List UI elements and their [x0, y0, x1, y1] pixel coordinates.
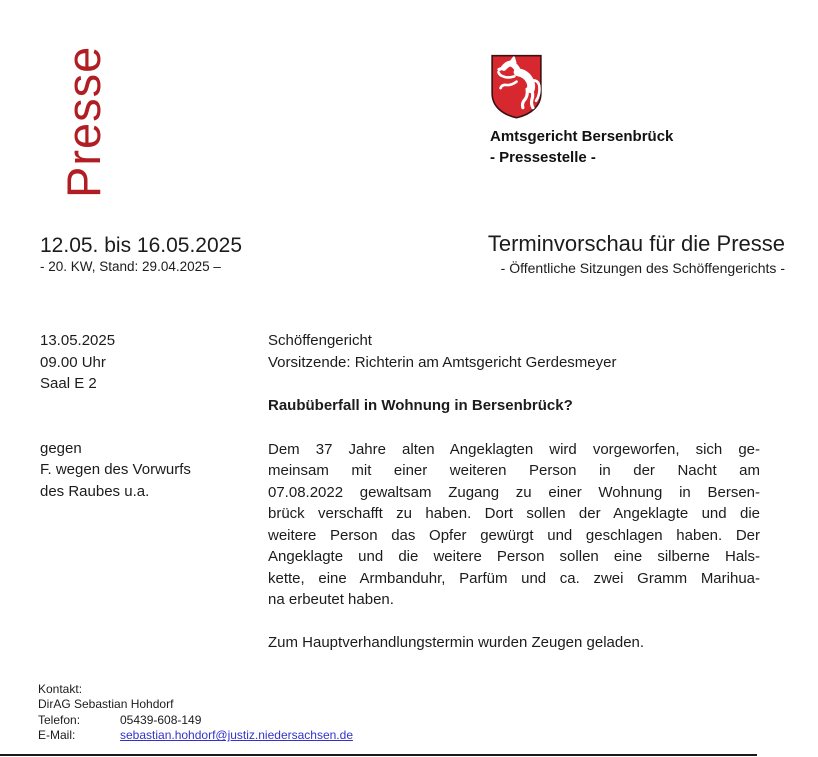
defendant-block	[40, 438, 255, 503]
document-title: Terminvorschau für die Presse	[487, 231, 785, 256]
week-date-range: 12.05. bis 16.05.2025	[40, 234, 243, 257]
lower-saxony-coat-of-arms-icon	[490, 54, 543, 120]
case-description-column	[268, 330, 760, 654]
phone-label: Telefon:	[38, 712, 81, 727]
session-room: Saal E 2	[40, 375, 97, 392]
email-link[interactable]: sebastian.hohdorf@justiz.niedersachsen.de	[120, 728, 353, 743]
session-info-column	[40, 330, 255, 502]
contact-name: DirAG Sebastian Hohdorf	[38, 697, 174, 712]
contact-block	[38, 682, 353, 744]
defendant-line: F. wegen des Vorwurfs	[40, 461, 191, 478]
presse-masthead-label: Presse	[57, 45, 110, 198]
case-body-line: meinsam mit einer weiteren Person in der Nacht am	[268, 462, 760, 479]
phone-number: 05439-608-149	[120, 712, 202, 727]
letterhead	[490, 126, 673, 168]
week-note: - 20. KW, Stand: 29.04.2025 –	[40, 259, 221, 274]
case-body-line: na erbeutet haben.	[268, 591, 394, 608]
defendant-line: des Raubes u.a.	[40, 482, 150, 500]
case-body-line: Dem 37 Jahre alten Angeklagten wird vorgeworfen, sich ge-	[268, 440, 760, 458]
case-body-line: weitere Person das Opfer gewürgt und geschlagen haben. Der	[268, 526, 760, 544]
saxon-steed-shield-icon	[490, 54, 543, 120]
defendant-line: gegen	[40, 439, 82, 457]
court-type: Schöffengericht	[268, 332, 372, 349]
contact-email-row	[38, 728, 353, 743]
case-closing-line: Zum Hauptverhandlungstermin wurden Zeugen geladen.	[268, 634, 645, 651]
bottom-divider-line	[0, 754, 757, 756]
court-name: Amtsgericht Bersenbrück	[490, 128, 674, 145]
case-body-paragraph	[268, 439, 760, 654]
case-heading: Raubüberfall in Wohnung in Bersenbrück?	[268, 397, 573, 414]
case-body-line: brück verschafft zu haben. Dort sollen der Angeklagte und die	[268, 505, 760, 522]
email-label: E-Mail:	[38, 728, 76, 743]
contact-heading: Kontakt:	[38, 682, 83, 696]
document-subtitle: - Öffentliche Sitzungen des Schöffengerichts -	[500, 260, 785, 276]
session-date: 13.05.2025	[40, 332, 116, 349]
session-time: 09.00 Uhr	[40, 353, 106, 371]
contact-phone-row	[38, 713, 353, 728]
press-office-line: - Pressestelle -	[490, 149, 596, 166]
case-body-line: kette, eine Armbanduhr, Parfüm und ca. zwei Gramm Marihua-	[268, 569, 760, 587]
case-body-line: Angeklagte und die weitere Person sollen eine silberne Hals-	[268, 548, 760, 565]
case-body-line: 07.08.2022 gewaltsam Zugang zu einer Wohnung in Bersen-	[268, 483, 760, 501]
document-title-block	[380, 231, 785, 276]
presiding-judge: Vorsitzende: Richterin am Amtsgericht Gerdesmeyer	[268, 353, 617, 371]
